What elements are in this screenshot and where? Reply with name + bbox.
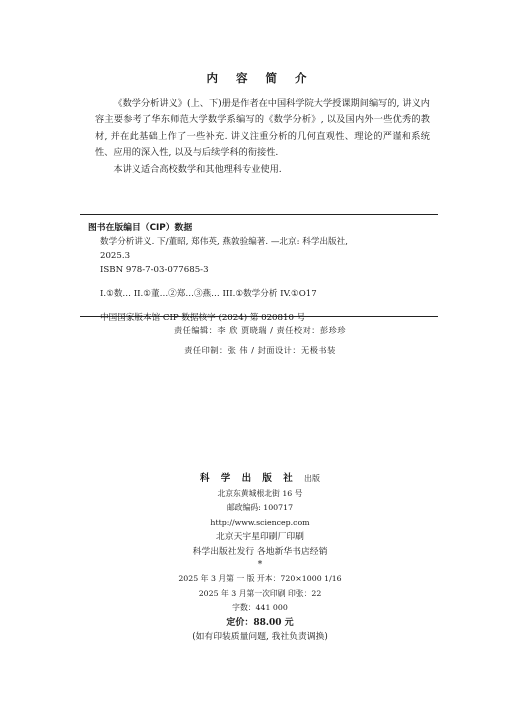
word-count: 字数：441 000 <box>232 603 288 612</box>
price: 定价：88.00 元 <box>226 617 294 628</box>
publisher-name <box>0 472 520 487</box>
content-intro-title: 内 容 简 介 <box>206 71 314 85</box>
cip-top-rule <box>80 214 438 215</box>
cip-isbn: ISBN 978-7-03-077685-3 <box>100 265 209 275</box>
cip-block <box>88 221 433 325</box>
separator-star: * <box>257 560 263 570</box>
edition-info: 2025 年 3 月第 一 版 开本：720×1000 1/16 <box>178 574 342 583</box>
cip-classification: I.①数… II.①董…②郑…③燕… III.①数学分析 IV.①O17 <box>100 289 317 299</box>
publisher-name-suffix: 出版 <box>304 474 321 483</box>
publisher-block <box>0 472 520 645</box>
publisher-postcode: 邮政编码: 100717 <box>226 503 294 512</box>
content-intro-body <box>95 96 430 178</box>
quality-notice: (如有印装质量问题, 我社负责调换) <box>192 632 328 642</box>
cip-record-number: 中国国家版本馆 CIP 数据核字 (2024) 第 020810 号 <box>100 313 306 323</box>
staff-production: 责任印制：张 伟 / 封面设计：无极书装 <box>184 345 336 355</box>
publisher-website: http://www.sciencep.com <box>210 517 310 527</box>
publisher-address: 北京东黄城根北街 16 号 <box>217 488 303 498</box>
publisher-name-text: 科 学 出 版 社 <box>199 473 297 484</box>
cip-bibliographic-line: 数学分析讲义. 下/董昭, 郑伟英, 燕敦验编著. —北京: 科学出版社, <box>100 237 348 247</box>
distribution: 科学出版社发行 各地新华书店经销 <box>192 546 328 557</box>
printing-info: 2025 年 3 月第一次印刷 印张：22 <box>198 588 322 598</box>
staff-editors: 责任编辑：李 欣 贾晓瑞 / 责任校对：彭珍珍 <box>173 325 347 335</box>
intro-paragraph-1: 《数学分析讲义》(上、下)册是作者在中国科学院大学授课期间编写的, 讲义内容主要参考了华东师范大学数学系编写的《数学分析》, 以及国内外一些优秀的教材, 并在此基础上作了一些补充. 讲义注重分析的几何直观性、理论的严谨和系统性、应用的深入性, 以及与后续学科的衔接性. <box>95 98 430 159</box>
printer: 北京天宇星印刷厂印刷 <box>216 532 304 542</box>
cip-bottom-rule <box>80 316 438 317</box>
intro-paragraph-2: 本讲义适合高校数学和其他理科专业使用. <box>113 163 282 175</box>
cip-heading: 图书在版编目（CIP）数据 <box>88 223 193 233</box>
cip-date-line: 2025.3 <box>100 251 131 261</box>
